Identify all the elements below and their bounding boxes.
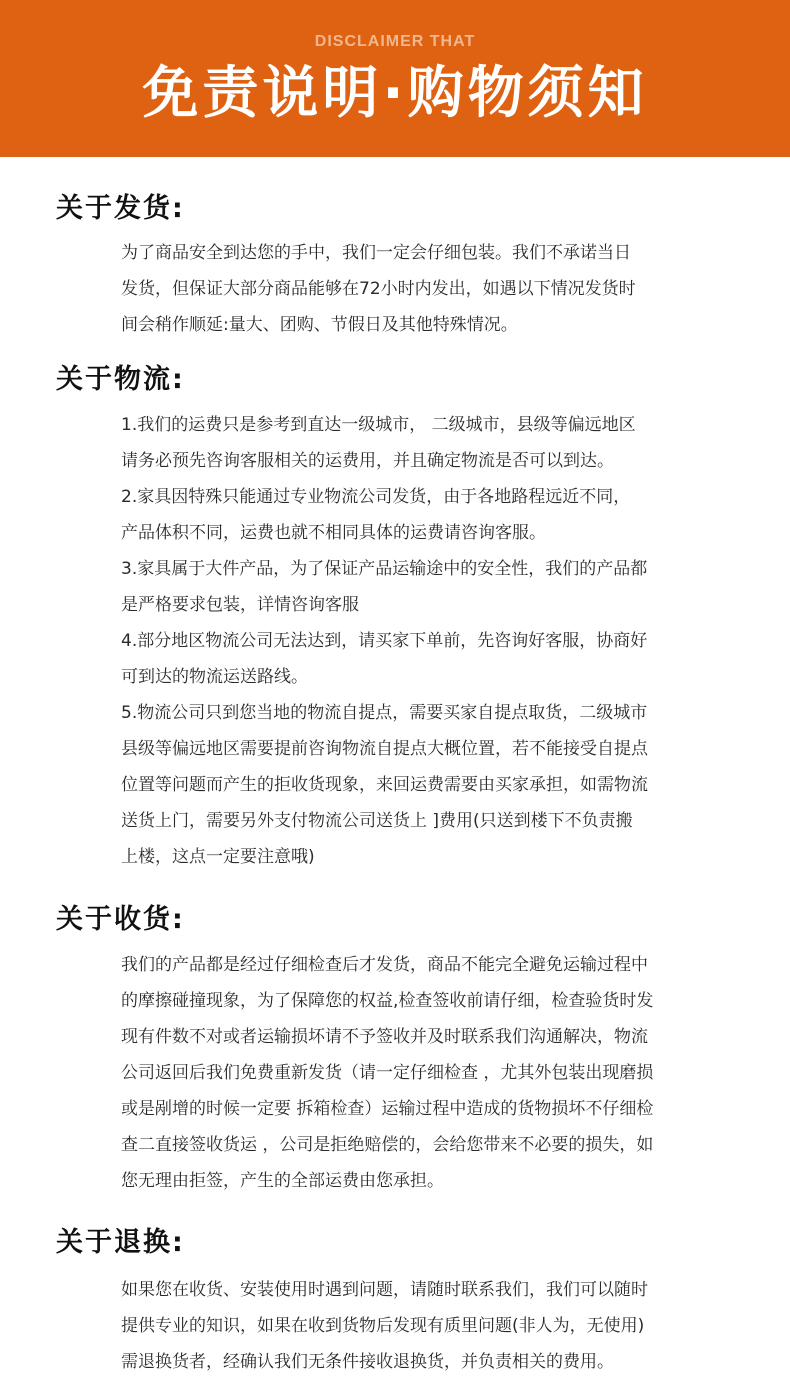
text-line: 或是剐增的时候一定要 拆箱检查）运输过程中造成的货物损坏不仔细检 [121, 1099, 654, 1119]
text-line: 发货，但保证大部分商品能够在72小时内发出，如遇以下情况发货时 [121, 279, 636, 299]
text-line: 需退换货者，经确认我们无条件接收退换货，并负责相关的费用。 [121, 1352, 614, 1372]
text-line: 上楼，这点一定要注意哦) [121, 847, 315, 867]
text-line: 4.部分地区物流公司无法达到，请买家下单前，先咨询好客服，协商好 [121, 631, 648, 651]
section-title-logistics: 关于物流: [56, 364, 185, 395]
text-line: 位置等问题而产生的拒收货现象，来回运费需要由买家承担，如需物流 [121, 775, 648, 795]
text-line: 1.我们的运费只是参考到直达一级城市， 二级城市，县级等偏远地区 [121, 415, 636, 435]
text-line: 间会稍作顺延:量大、团购、节假日及其他特殊情况。 [121, 315, 518, 335]
section-body-logistics [121, 407, 721, 875]
text-line: 现有件数不对或者运输损坏请不予签收并及时联系我们沟通解决，物流 [121, 1027, 648, 1047]
section-body-shipping [121, 235, 721, 343]
header-banner [0, 0, 790, 157]
text-line: 提供专业的知识，如果在收到货物后发现有质里问题(非人为，无使用) [121, 1316, 645, 1336]
text-line: 3.家具属于大件产品，为了保证产品运输途中的安全性，我们的产品都 [121, 559, 648, 579]
section-body-receiving [121, 947, 721, 1199]
text-line: 公司返回后我们免费重新发货（请一定仔细检查 ，尤其外包装出现磨损 [121, 1063, 654, 1083]
section-title-receiving: 关于收货: [56, 904, 185, 935]
text-line: 送货上门，需要另外支付物流公司送货上 ]费用(只送到楼下不负责搬 [121, 811, 633, 831]
text-line: 请务必预先咨询客服相关的运费用，并且确定物流是否可以到达。 [121, 451, 614, 471]
text-line: 5.物流公司只到您当地的物流自提点，需要买家自提点取货，二级城市 [121, 703, 648, 723]
text-line: 可到达的物流运送路线。 [121, 667, 308, 687]
text-line: 2.家具因特殊只能通过专业物流公司发货，由于各地路程远近不同， [121, 487, 631, 507]
text-line: 为了商品安全到达您的手中，我们一定会仔细包装。我们不承诺当日 [121, 243, 631, 263]
header-subtitle: DISCLAIMER THAT [314, 33, 476, 50]
text-line: 我们的产品都是经过仔细检查后才发货，商品不能完全避免运输过程中 [121, 955, 648, 975]
text-line: 产品体积不同，运费也就不相同具体的运费请咨询客服。 [121, 523, 546, 543]
section-body-returns [121, 1272, 721, 1380]
header-title: 免责说明·购物须知 [142, 61, 648, 126]
text-line: 查二直接签收货运 ，公司是拒绝赔偿的，会给您带来不必要的损失，如 [121, 1135, 654, 1155]
text-line: 的摩擦碰撞现象，为了保障您的权益,检查签收前请仔细，检查验货时发 [121, 991, 654, 1011]
text-line: 如果您在收货、安装使用时遇到问题，请随时联系我们，我们可以随时 [121, 1280, 648, 1300]
text-line: 县级等偏远地区需要提前咨询物流自提点大概位置，若不能接受自提点 [121, 739, 648, 759]
text-line: 是严格要求包装，详情咨询客服 [121, 595, 359, 615]
section-title-returns: 关于退换: [56, 1227, 185, 1258]
text-line: 您无理由拒签，产生的全部运费由您承担。 [121, 1171, 444, 1191]
section-title-shipping: 关于发货: [56, 193, 185, 224]
